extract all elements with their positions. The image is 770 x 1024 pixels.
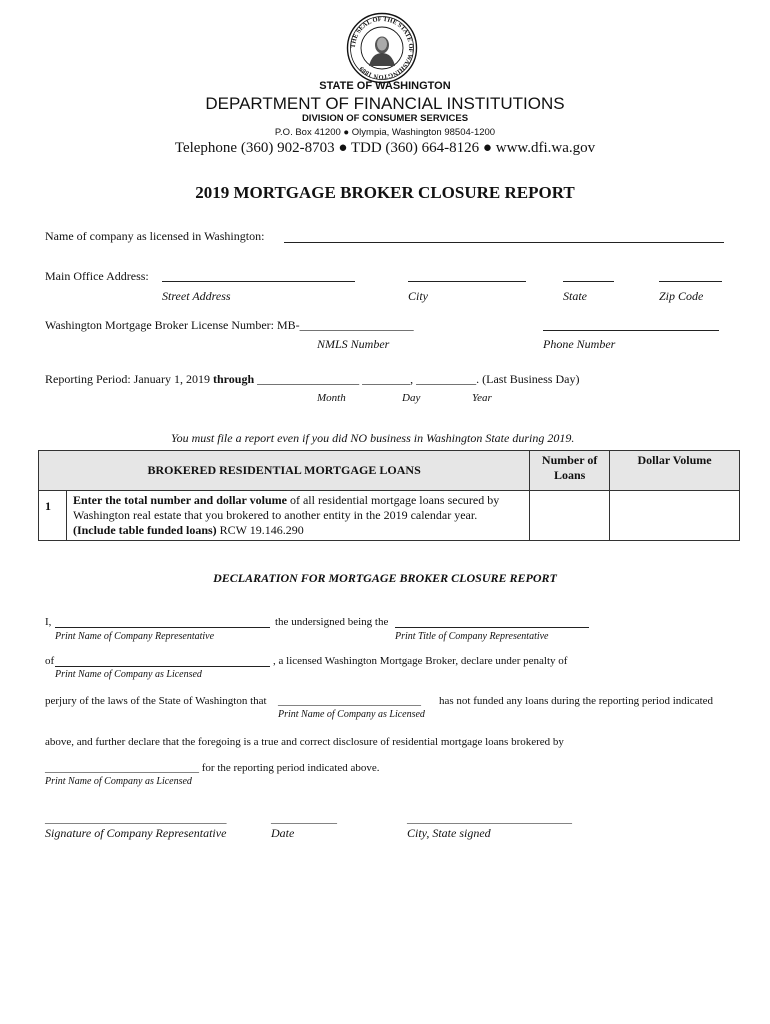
- washington-state-seal: [346, 12, 418, 84]
- city-state-caption: City, State signed: [407, 826, 491, 840]
- reporting-period-line: [45, 372, 579, 387]
- declaration-title: DECLARATION FOR MORTGAGE BROKER CLOSURE REPORT: [213, 571, 557, 585]
- last-company-field[interactable]: ____________________________: [45, 762, 199, 774]
- phone-number-field[interactable]: [543, 330, 719, 331]
- company-caption-2: Print Name of Company as Licensed: [278, 709, 425, 720]
- year-caption: Year: [472, 392, 492, 404]
- street-address-field[interactable]: [162, 281, 355, 282]
- row-description: [66, 491, 529, 541]
- main-office-label: Main Office Address:: [45, 269, 149, 283]
- dollar-volume-header: Dollar Volume: [610, 451, 740, 491]
- perjury-company-field[interactable]: __________________________: [278, 695, 421, 707]
- representative-name-field[interactable]: [55, 627, 270, 628]
- day-caption: Day: [402, 392, 421, 404]
- above-text: above, and further declare that the foregoing is a true and correct disclosure of residential mortgage loans brokered by: [45, 736, 564, 748]
- table-section-header: BROKERED RESIDENTIAL MORTGAGE LOANS: [39, 451, 530, 491]
- zip-code-field[interactable]: [659, 281, 722, 282]
- row-text-1: of all residential mortgage loans secured by Washington real estate that you brokered to another entity in the 2019 calendar year.: [72, 493, 500, 522]
- table-row: [39, 491, 740, 541]
- state-field[interactable]: [563, 281, 614, 282]
- row-number: 1: [39, 491, 67, 541]
- last-company-suffix: for the reporting period indicated above.: [199, 762, 380, 774]
- city-field[interactable]: [408, 281, 526, 282]
- street-address-caption: Street Address: [162, 289, 231, 303]
- report-title: 2019 MORTGAGE BROKER CLOSURE REPORT: [195, 183, 575, 202]
- row-text-2: RCW 19.146.290: [216, 523, 304, 537]
- number-of-loans-input[interactable]: [530, 491, 610, 541]
- nmls-number-caption: NMLS Number: [317, 337, 390, 351]
- signature-field[interactable]: _________________________________: [45, 813, 227, 825]
- date-field[interactable]: ____________: [271, 813, 337, 825]
- filing-notice: You must file a report even if you did NO business in Washington State during 2019.: [171, 431, 575, 445]
- declaration-i: I,: [45, 616, 52, 628]
- month-caption: Month: [317, 392, 346, 404]
- dollar-volume-input[interactable]: [610, 491, 740, 541]
- reporting-period-prefix: Reporting Period: January 1, 2019: [45, 372, 213, 386]
- mailing-address: P.O. Box 41200 ● Olympia, Washington 98504-1200: [274, 127, 496, 138]
- perjury-text: perjury of the laws of the State of Washington that: [45, 695, 267, 707]
- department-heading: DEPARTMENT OF FINANCIAL INSTITUTIONS: [205, 94, 565, 113]
- city-caption: City: [408, 289, 428, 303]
- row-emphasis-1: Enter the total number and dollar volume: [72, 493, 287, 507]
- reporting-period-blanks: _________________ ________, __________. (Last Business Day): [254, 372, 580, 386]
- number-of-loans-header: Number of Loans: [530, 451, 610, 491]
- contact-line: Telephone (360) 902-8703 ● TDD (360) 664-8126 ● www.dfi.wa.gov: [174, 140, 596, 156]
- company-name-label: Name of company as licensed in Washington:: [45, 229, 265, 243]
- reporting-through: through: [212, 372, 255, 386]
- seal-text: THE SEAL OF THE STATE OF WASHINGTON 1889: [349, 15, 415, 81]
- last-company-line: [45, 762, 380, 774]
- brokered-loans-table: [38, 450, 740, 541]
- license-number-label: Washington Mortgage Broker License Number: MB-___________________: [45, 318, 414, 332]
- perjury-suffix: has not funded any loans during the reporting period indicated: [439, 695, 714, 707]
- date-caption: Date: [271, 826, 295, 840]
- company-caption-1: Print Name of Company as Licensed: [55, 669, 202, 680]
- representative-name-caption: Print Name of Company Representative: [55, 631, 215, 642]
- state-caption: State: [563, 289, 587, 303]
- company-name-declaration-field[interactable]: [55, 666, 270, 667]
- signature-caption: Signature of Company Representative: [45, 826, 227, 840]
- undersigned-text: the undersigned being the: [275, 616, 389, 628]
- row-emphasis-2: (Include table funded loans): [72, 523, 217, 537]
- representative-title-field[interactable]: [395, 627, 589, 628]
- division-heading: DIVISION OF CONSUMER SERVICES: [301, 113, 469, 124]
- city-state-signed-field[interactable]: ______________________________: [407, 813, 572, 825]
- zip-code-caption: Zip Code: [659, 289, 704, 303]
- phone-number-caption: Phone Number: [543, 337, 616, 351]
- representative-title-caption: Print Title of Company Representative: [395, 631, 549, 642]
- state-heading: STATE OF WASHINGTON: [319, 80, 451, 92]
- declaration-of: of: [45, 655, 55, 667]
- licensed-text: , a licensed Washington Mortgage Broker, declare under penalty of: [273, 655, 568, 667]
- company-caption-3: Print Name of Company as Licensed: [45, 776, 192, 787]
- company-name-field[interactable]: [284, 242, 724, 243]
